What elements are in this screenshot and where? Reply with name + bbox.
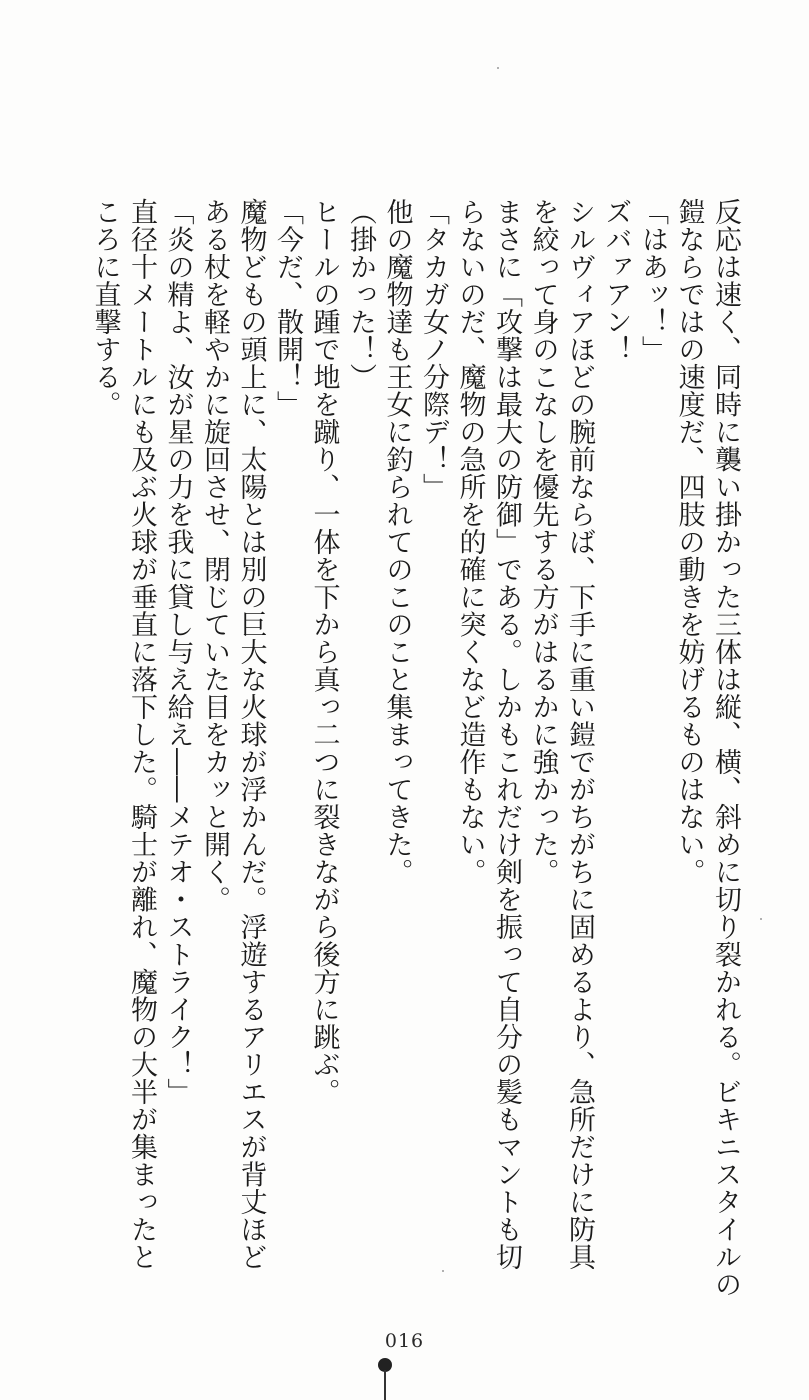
text-line: 反応は速く、同時に襲い掛かった三体は縦、横、斜めに切り裂かれる。ビキニスタイルの	[710, 198, 741, 1298]
text-line: 魔物どもの頭上に、太陽とは別の巨大な火球が浮かんだ。浮遊するアリエスが背丈ほど	[235, 198, 267, 1271]
text-line: ズバァアン！	[600, 198, 632, 363]
paper-speck	[760, 918, 762, 920]
page-number: 016	[384, 1330, 425, 1352]
page-marker-stem	[384, 1370, 386, 1400]
text-line: 他の魔物達も王女に釣られてのこのこと集まってきた。	[381, 198, 413, 886]
text-line: ヒールの踵で地を蹴り、一体を下から真っ二つに裂きながら後方に跳ぶ。	[308, 198, 340, 1106]
text-line: らないのだ、魔物の急所を的確に突くなど造作もない。	[454, 198, 486, 886]
vertical-text-block	[86, 198, 743, 1298]
text-line: 「タカガ女ノ分際デ！」	[418, 198, 449, 501]
text-line: 「今だ、散開！」	[272, 198, 303, 418]
text-line: まさに「攻撃は最大の防御」である。しかもこれだけ剣を振って自分の髪もマントも切	[491, 198, 522, 1271]
text-line: シルヴィアほどの腕前ならば、下手に重い鎧でがちがちに固めるより、急所だけに防具	[564, 198, 595, 1271]
text-line: 鎧ならではの速度だ、四肢の動きを妨げるものはない。	[673, 198, 705, 886]
text-line: を絞って身のこなしを優先する方がはるかに強かった。	[527, 198, 559, 886]
text-line: 直径十メートルにも及ぶ火球が垂直に落下した。騎士が離れ、魔物の大半が集まったと	[126, 198, 157, 1271]
paper-speck	[497, 67, 499, 69]
text-line: 「炎の精よ、汝が星の力を我に貸し与え給え――メテオ・ストライク！」	[162, 198, 194, 1106]
text-line: ある杖を軽やかに旋回させ、閉じていた目をカッと開く。	[199, 198, 230, 913]
text-line: （掛かった！）	[345, 198, 376, 391]
text-line: ころに直撃する。	[89, 198, 121, 418]
text-line: 「はあッ！」	[637, 198, 668, 363]
paper-speck	[442, 1270, 444, 1272]
